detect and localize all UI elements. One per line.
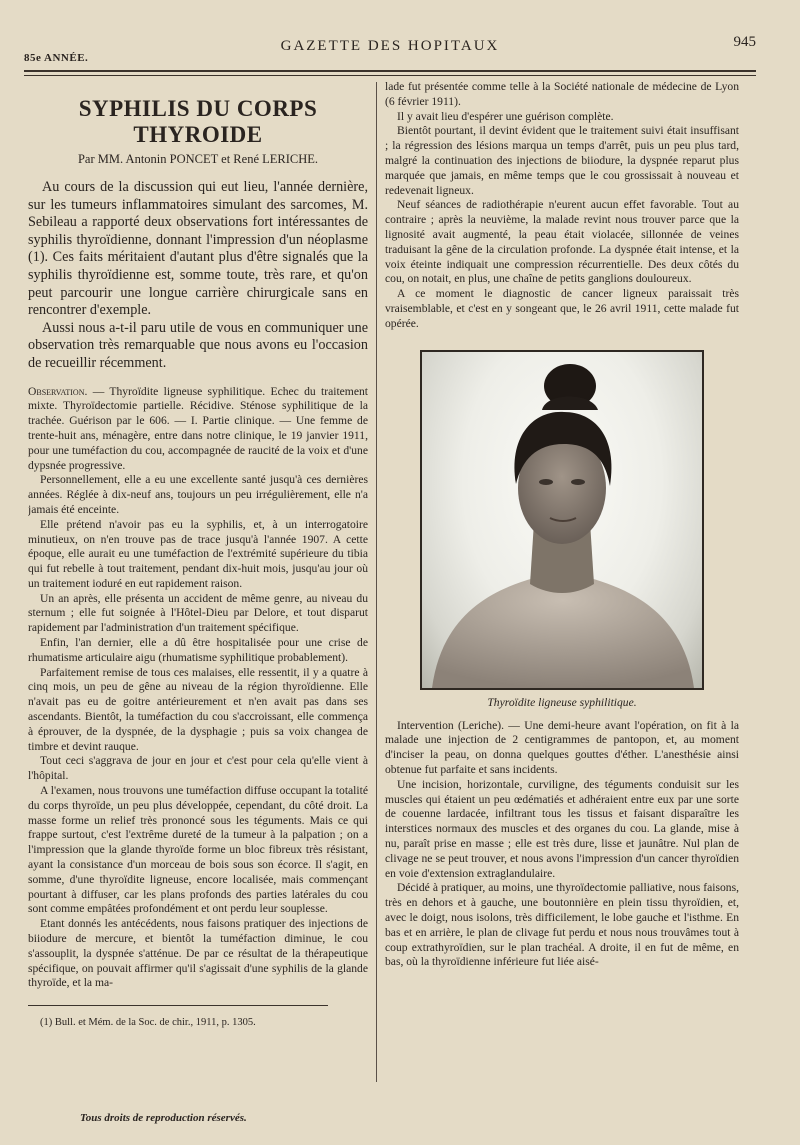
header-rule-thin [24,75,756,76]
observation-paragraph: Etant donnés les antécédents, nous faisons pratiquer des injections de biiodure de mercure, et bientôt la tuméfaction diminue, le cou s'assouplit, la dyspnée s'atténue. De par ce résultat de la thérapeutique spécifique, on pouvait affirmer qu'il s'agissait d'une syphilis de la glande thyroïde, et la ma- [28,917,368,990]
observation-heading-paragraph [28,385,368,474]
photo-caption: Thyroïdite ligneuse syphilitique. [487,695,637,709]
journal-title: GAZETTE DES HOPITAUX [280,38,500,54]
year-label: 85e ANNÉE. [24,52,89,64]
continuation-paragraph: lade fut présentée comme telle à la Société nationale de médecine de Lyon (6 février 1911). [385,80,739,108]
header-rule-thick [24,70,756,72]
right-column [385,80,739,970]
observation-paragraph: Tout ceci s'aggrava de jour en jour et c'est pour cela qu'elle vient à l'hôpital. [28,754,368,783]
observation-section [28,385,368,992]
observation-paragraph: Enfin, l'an dernier, elle a dû être hospitalisée pour une crise de rhumatisme articulaire aigu (rhumatisme syphilitique probablement). [28,636,368,664]
footnote: (1) Bull. et Mém. de la Soc. de chir., 1911, p. 1305. [40,1016,256,1028]
intro-paragraph: Aussi nous a-t-il paru utile de vous en communiquer une observation très remarquable que nous avons eu l'occasion de recueillir récemment. [28,319,368,371]
portrait-illustration [422,352,702,688]
observation-paragraph: Parfaitement remise de tous ces malaises, elle ressentit, il y a quatre à cinq mois, un peu de gêne au niveau de la région thyroïdienne. Elle n'avait pas eu de goitre antérieurement et n'en avait pas dans ses ascendants. Bientôt, la tuméfaction du cou s'accroissant, elle commença à éprouver, de la dyspnée, de la dysphagie ; puis sa voix changea de timbre et devint rauque. [28,665,368,753]
article-authors: Par MM. Antonin PONCET et René LERICHE. [77,152,319,166]
body-paragraph: Décidé à pratiquer, au moins, une thyroïdectomie palliative, nous faisons, très en dehors et à gauche, une boutonnière en plein tissu thyroïdien, et, avec le doigt, nous isolons, très difficilement, le lobe gauche et l'isthme. En bas et en arrière, le plan de clivage fut perdu et nous nous trouvâmes tout à coup extrathyroïdien, sur le plan trachéal. A droite, il en fut de même, en bas, où la thyroïdienne inférieure fut liée aisé- [385,881,739,969]
left-column [28,80,368,1038]
body-paragraph: Bientôt pourtant, il devint évident que le traitement suivi était insuffisant ; la régression des lésions marqua un temps d'arrêt, puis un peu plus tard, malgré la continuation des injections de biiodure, la dyspnée reparut plus marquée que jamais, en même temps que le cou grossissait à nouveau et redevenait ligneux. [385,124,739,197]
observation-paragraph: A l'examen, nous trouvons une tuméfaction diffuse occupant la totalité du corps thyroïde, un peu plus développée, cependant, du côté droit. La masse forme un relief très prononcé sous les téguments. Mais ce qui frappe surtout, c'est l'extrême dureté de la tumeur à la palpation ; on a l'impression que la glande thyroïde forme un bloc fibreux très résistant, ayant la consistance d'un morceau de bois sous son écorce. Il s'agit, en somme, d'une thyroïdite ligneuse, encore localisée, mais commençant pourtant à diffuser, car les plans profonds des parties latérales du cou sont comme empâtées profondément et ont perdu leur souplesse. [28,784,368,916]
observation-label: Observation. [28,384,88,398]
observation-paragraph: Personnellement, elle a eu une excellente santé jusqu'à ces dernières années. Réglée à dix-neuf ans, toujours un peu irrégulièrement, elle n'a jamais été enceinte. [28,473,368,516]
column-divider [376,82,377,1082]
body-paragraph: Il y avait lieu d'espérer une guérison complète. [397,109,614,123]
body-paragraph: Intervention (Leriche). — Une demi-heure avant l'opération, on fit à la malade une injection de 2 centigrammes de pantopon, et, au moment d'inciser la peau, on donna quelques gouttes d'éther. L'anesthésie ainsi obtenue fut parfaite et sans incidents. [385,718,739,776]
observation-heading-text: — Thyroïdite ligneuse syphilitique. Echec du traitement mixte. Thyroïdectomie partielle. Récidive. Sténose syphilitique de la trachée. Guérison par le 606. — I. Partie clinique. — Une femme de trente-huit ans, ménagère, entre dans notre clinique, le 19 janvier 1911, pour une tuméfaction du cou, accompagnée de raucité de la voix et d'une dypsnée progressive. [28,384,368,472]
page-number: 945 [733,34,756,50]
patient-photograph [420,350,704,690]
observation-paragraph: Elle prétend n'avoir pas eu la syphilis, et, à un interrogatoire minutieux, on n'en trouve pas de trace jusqu'à l'année 1907. A cette époque, elle aurait eu une tuméfaction de l'extrémité supérieure du tibia qui fut rebelle à tout traitement, pendant dix-huit mois, jusqu'au jour où un traitement ioduré en eut rapidement raison. [28,517,368,590]
intro-section [28,179,368,373]
observation-paragraph: Un an après, elle présenta un accident de même genre, au niveau du sternum ; elle fut soignée à l'Hôtel-Dieu par Delore, et tout disparut rapidement par l'administration d'un traitement spécifique. [28,591,368,635]
intro-paragraph: Au cours de la discussion qui eut lieu, l'année dernière, sur les tumeurs inflammatoires simulant des sarcomes, M. Sebileau a rapporté deux observations fort intéressantes de syphilis thyroïdienne, donnant l'impression d'un néoplasme (1). Ces faits méritaient d'autant plus d'être signalés que la syphilis thyroïdienne est, somme toute, très rare, et qu'on peut parcourir une longue carrière chirurgicale sans en rencontrer d'exemple. [28,179,368,319]
body-paragraph: Neuf séances de radiothérapie n'eurent aucun effet favorable. Tout au contraire ; après la neuvième, la malade revint nous trouver parce que la lignosité avait augmenté, la peau était violacée, sillonnée de veines traduisant la gêne de la circulation profonde. La dyspnée était intense, et la voix éteinte indiquait une compression récurrentielle. Des deux côtés du cou, on notait, en plus, une chaîne de petits ganglions douloureux. [385,198,739,286]
footnote-rule [28,1005,328,1006]
rights-notice: Tous droits de reproduction réservés. [80,1112,247,1124]
body-paragraph: A ce moment le diagnostic de cancer ligneux paraissait très vraisemblable, et c'est en y songeant que, le 26 avril 1911, cette malade fut opérée. [385,287,739,330]
page-header [24,36,756,66]
article-title: SYPHILIS DU CORPS THYROIDE [78,96,318,147]
body-paragraph: Une incision, horizontale, curviligne, des téguments conduisit sur les muscles qui étaient un peu œdématiés et adhéraient entre eux par une sorte de couenne lardacée, infiltrant tous les tissus et faisant disparaître les interstices normaux des muscles et des organes du cou. La glande, mise à nu, paraît prise en masse ; elle est très dure, lisse et jaunâtre. Nul plan de clivage ne se peut trouver, et nous avons l'impression d'un cancer thyroïdien en voie d'extension extraglandulaire. [385,777,739,880]
